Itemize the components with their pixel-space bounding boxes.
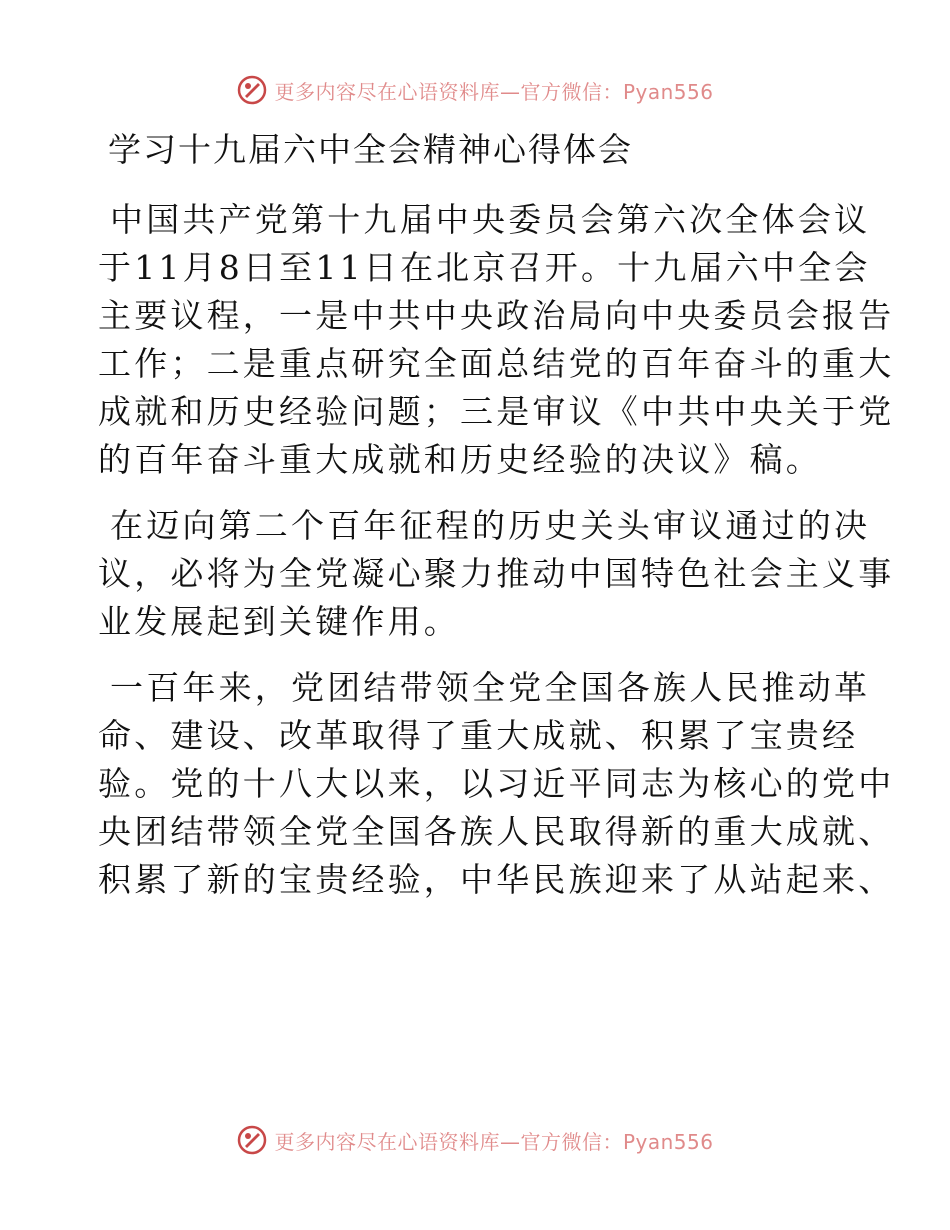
paragraph-line: 验。党的十八大以来，以习近平同志为核心的党中 <box>98 764 895 803</box>
paragraph-line: 一百年来，党团结带领全党全国各族人民推动革 <box>110 668 871 707</box>
paragraph-line: 业发展起到关键作用。 <box>98 602 460 641</box>
header-banner <box>0 70 950 110</box>
paragraph-line: 的百年奋斗重大成就和历史经验的决议》稿。 <box>98 440 822 479</box>
paragraph-line: 工作；二是重点研究全面总结党的百年奋斗的重大 <box>98 344 895 383</box>
paragraph-line: 命、建设、改革取得了重大成就、积累了宝贵经 <box>98 716 859 755</box>
paragraph-line: 在迈向第二个百年征程的历史关头审议通过的决 <box>110 506 871 545</box>
paragraph-line: 中国共产党第十九届中央委员会第六次全体会议 <box>110 200 871 239</box>
paragraph-1 <box>98 196 895 484</box>
paragraph-line: 积累了新的宝贵经验，中华民族迎来了从站起来、 <box>98 860 895 899</box>
paragraph-line: 议，必将为全党凝心聚力推动中国特色社会主义事 <box>98 554 895 593</box>
seal-logo-icon <box>236 74 268 106</box>
seal-logo-icon <box>236 1124 268 1156</box>
document-title: 学习十九届六中全会精神心得体会 <box>108 130 633 169</box>
paragraph-3 <box>98 664 895 904</box>
paragraph-line: 主要议程，一是中共中央政治局向中央委员会报告 <box>98 296 895 335</box>
document-body <box>98 196 895 922</box>
footer-banner-text[interactable]: 更多内容尽在心语资料库—官方微信：Pyan556 <box>274 1129 714 1154</box>
header-banner-text[interactable]: 更多内容尽在心语资料库—官方微信：Pyan556 <box>274 79 714 104</box>
paragraph-line: 于11月8日至11日在北京召开。十九届六中全会 <box>98 248 871 287</box>
footer-banner <box>0 1120 950 1160</box>
paragraph-line: 央团结带领全党全国各族人民取得新的重大成就、 <box>98 812 895 851</box>
paragraph-2 <box>98 502 895 646</box>
paragraph-line: 成就和历史经验问题；三是审议《中共中央关于党 <box>98 392 895 431</box>
